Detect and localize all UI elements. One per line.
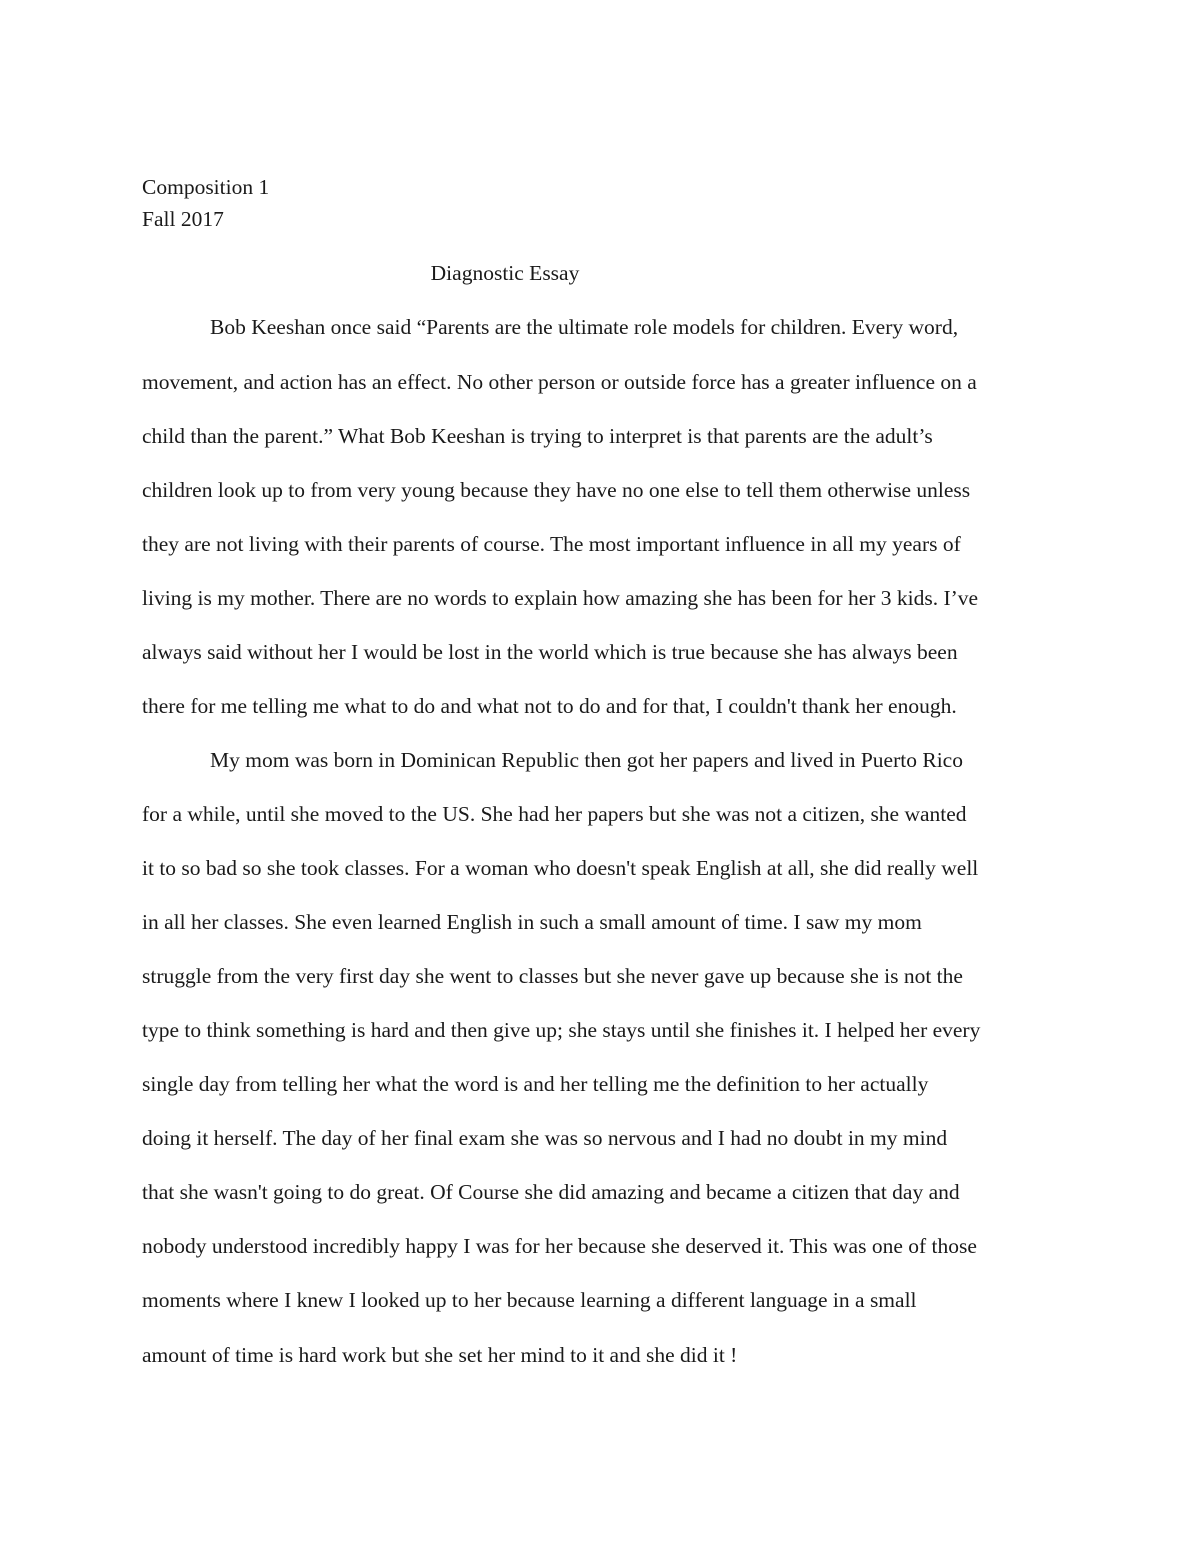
text-line: doing it herself. The day of her final exam she was so nervous and I had no doubt in my mind — [142, 1126, 948, 1150]
text-line: child than the parent.” What Bob Keeshan is trying to interpret is that parents are the adult’s — [142, 424, 933, 448]
text-line: in all her classes. She even learned English in such a small amount of time. I saw my mom — [142, 910, 922, 934]
text-line: type to think something is hard and then give up; she stays until she finishes it. I helped her every — [142, 1018, 981, 1042]
text-line: moments where I knew I looked up to her because learning a different language in a small — [142, 1288, 917, 1312]
text-line: movement, and action has an effect. No other person or outside force has a greater influence on a — [142, 370, 977, 394]
text-line: it to so bad so she took classes. For a woman who doesn't speak English at all, she did really well — [142, 856, 979, 880]
text-line: My mom was born in Dominican Republic then got her papers and lived in Puerto Rico — [210, 748, 963, 772]
text-line: nobody understood incredibly happy I was for her because she deserved it. This was one of those — [142, 1234, 977, 1258]
text-line: amount of time is hard work but she set her mind to it and she did it ! — [142, 1343, 738, 1367]
course-name: Composition 1 — [142, 175, 270, 199]
text-line: children look up to from very young because they have no one else to tell them otherwise unless — [142, 478, 971, 502]
text-line: for a while, until she moved to the US. She had her papers but she was not a citizen, she wanted — [142, 802, 967, 826]
term: Fall 2017 — [142, 207, 224, 231]
text-line: there for me telling me what to do and what not to do and for that, I couldn't thank her enough. — [142, 694, 957, 718]
essay-title: Diagnostic Essay — [430, 261, 580, 285]
text-line: single day from telling her what the word is and her telling me the definition to her actually — [142, 1072, 929, 1096]
text-line: struggle from the very first day she went to classes but she never gave up because she is not the — [142, 964, 963, 988]
text-line: Bob Keeshan once said “Parents are the ultimate role models for children. Every word, — [210, 315, 959, 339]
text-line: that she wasn't going to do great. Of Course she did amazing and became a citizen that day and — [142, 1180, 960, 1204]
text-line: always said without her I would be lost in the world which is true because she has always been — [142, 640, 958, 664]
text-line: they are not living with their parents of course. The most important influence in all my years of — [142, 532, 961, 556]
text-line: living is my mother. There are no words to explain how amazing she has been for her 3 kids. I’ve — [142, 586, 979, 610]
